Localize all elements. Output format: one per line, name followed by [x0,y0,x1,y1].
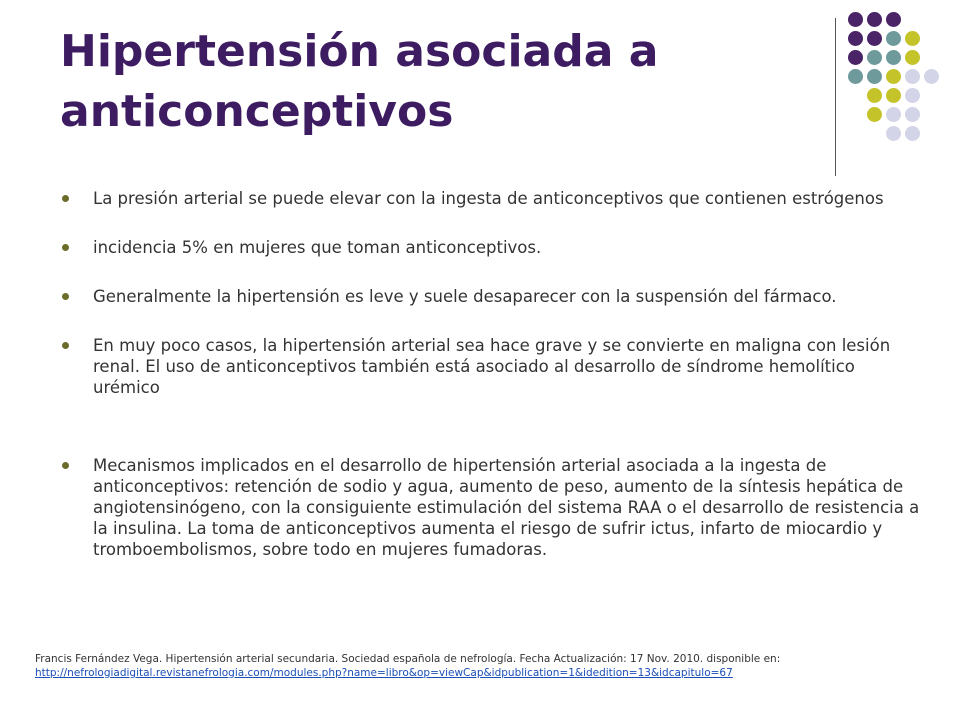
decorative-dot [867,107,882,122]
decorative-dot [848,31,863,46]
citation [35,652,935,680]
bullet-item [62,237,922,258]
bullet-list [62,188,922,560]
decorative-dot [905,50,920,65]
slide-title: Hipertensión asociada a anticonceptivos [60,26,659,137]
decorative-dot [886,69,901,84]
decorative-dot [867,88,882,103]
decorative-dot [905,88,920,103]
decorative-dot [867,31,882,46]
decorative-dot [886,88,901,103]
bullet-item [62,286,922,307]
bullet-text: La presión arterial se puede elevar con la ingesta de anticonceptivos que contienen estrógenos [93,189,884,208]
decorative-dot [905,107,920,122]
decorative-dot [867,50,882,65]
decorative-dot [867,12,882,27]
bullet-text: Mecanismos implicados en el desarrollo de hipertensión arterial asociada a la ingesta de anticonceptivos: retención de sodio y agua, aumento de peso, aumento de la síntesis hepática de angiotensinógeno, con la consiguiente estimulación del sistema RAA o el desarrollo de resistencia a la insulina. La toma de anticonceptivos aumenta el riesgo de sufrir ictus, infarto de miocardio y tromboembolismos, sobre todo en mujeres fumadoras. [93,456,920,559]
decorative-dot-grid [848,12,948,162]
bullet-marker-icon [62,293,69,300]
decorative-dot [867,69,882,84]
bullet-item [62,335,922,398]
title-divider-line [835,18,836,176]
bullet-item [62,455,922,560]
decorative-dot [848,69,863,84]
decorative-dot [905,31,920,46]
bullet-text: incidencia 5% en mujeres que toman anticonceptivos. [93,238,542,257]
decorative-dot [848,12,863,27]
bullet-marker-icon [62,342,69,349]
bullet-marker-icon [62,244,69,251]
decorative-dot [886,126,901,141]
bullet-text: Generalmente la hipertensión es leve y suele desaparecer con la suspensión del fármaco. [93,287,837,306]
decorative-dot [905,69,920,84]
bullet-marker-icon [62,462,69,469]
bullet-item [62,188,922,209]
decorative-dot [924,69,939,84]
citation-text: Francis Fernández Vega. Hipertensión arterial secundaria. Sociedad española de nefrología. Fecha Actualización: 17 Nov. 2010. disponible en: [35,653,781,665]
bullet-marker-icon [62,195,69,202]
decorative-dot [848,50,863,65]
citation-link[interactable]: http://nefrologiadigital.revistanefrologia.com/modules.php?name=libro&op=viewCap&idpublication=1&idedition=13&idcapitulo=67 [35,667,733,679]
bullet-text: En muy poco casos, la hipertensión arterial sea hace grave y se convierte en maligna con lesión renal. El uso de anticonceptivos también está asociado al desarrollo de síndrome hemolítico urémico [93,336,891,397]
decorative-dot [886,107,901,122]
decorative-dot [886,31,901,46]
decorative-dot [886,50,901,65]
decorative-dot [905,126,920,141]
decorative-dot [886,12,901,27]
